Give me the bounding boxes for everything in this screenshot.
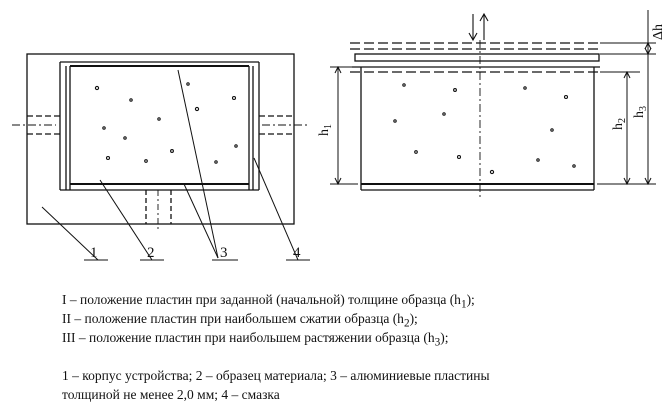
label-delta-h bbox=[651, 24, 666, 40]
dimension-h1 bbox=[330, 67, 358, 184]
legend-parts-line-2: толщиной не менее 2,0 мм; 4 – смазка bbox=[62, 387, 280, 402]
label-h2-sub: 2 bbox=[617, 118, 628, 123]
label-h2 bbox=[611, 118, 628, 130]
callout-1: 1 bbox=[90, 245, 98, 261]
up-down-arrow-icon bbox=[469, 14, 488, 40]
legend-position-1-sub: 1 bbox=[460, 298, 467, 311]
label-h3 bbox=[632, 106, 649, 118]
label-h1-sub: 1 bbox=[323, 124, 334, 129]
sample-specimen bbox=[60, 62, 259, 190]
label-delta-h-text: Δh bbox=[651, 23, 666, 40]
legend-position-3 bbox=[62, 328, 448, 353]
label-h1-main: h bbox=[317, 129, 332, 136]
device-body bbox=[27, 54, 294, 224]
right-port bbox=[259, 116, 308, 134]
legend-position-3-sub: 3 bbox=[434, 336, 441, 349]
callout-4: 4 bbox=[293, 245, 301, 261]
label-h3-main: h bbox=[632, 111, 647, 118]
label-h1 bbox=[317, 124, 334, 136]
callout-2: 2 bbox=[147, 245, 155, 261]
right-sample bbox=[361, 67, 594, 190]
legend-position-2-end: ); bbox=[409, 311, 418, 326]
legend-position-3-text: III – положение пластин при наибольшем растяжении образца (h bbox=[62, 330, 435, 345]
legend-position-1-text: I – положение пластин при заданной (начальной) толщине образца (h bbox=[62, 292, 461, 307]
legend-parts-line-1: 1 – корпус устройства; 2 – образец материала; 3 – алюминиевые пластины bbox=[62, 368, 490, 383]
sample-texture bbox=[95, 83, 237, 163]
legend-position-1-end: ); bbox=[466, 292, 475, 307]
callout-leaders bbox=[42, 70, 310, 260]
callout-3: 3 bbox=[220, 245, 228, 261]
plate-position-upper bbox=[350, 43, 602, 49]
left-port bbox=[12, 116, 60, 134]
legend-position-2-sub: 2 bbox=[403, 317, 410, 330]
label-h3-sub: 3 bbox=[638, 106, 649, 111]
label-h2-main: h bbox=[611, 123, 626, 130]
legend-position-3-end: ); bbox=[440, 330, 449, 345]
legend-position-2-text: II – положение пластин при наибольшем сжатии образца (h bbox=[62, 311, 404, 326]
plate-position-initial bbox=[352, 54, 600, 67]
right-sample-texture bbox=[394, 84, 575, 174]
bottom-port bbox=[146, 190, 171, 232]
